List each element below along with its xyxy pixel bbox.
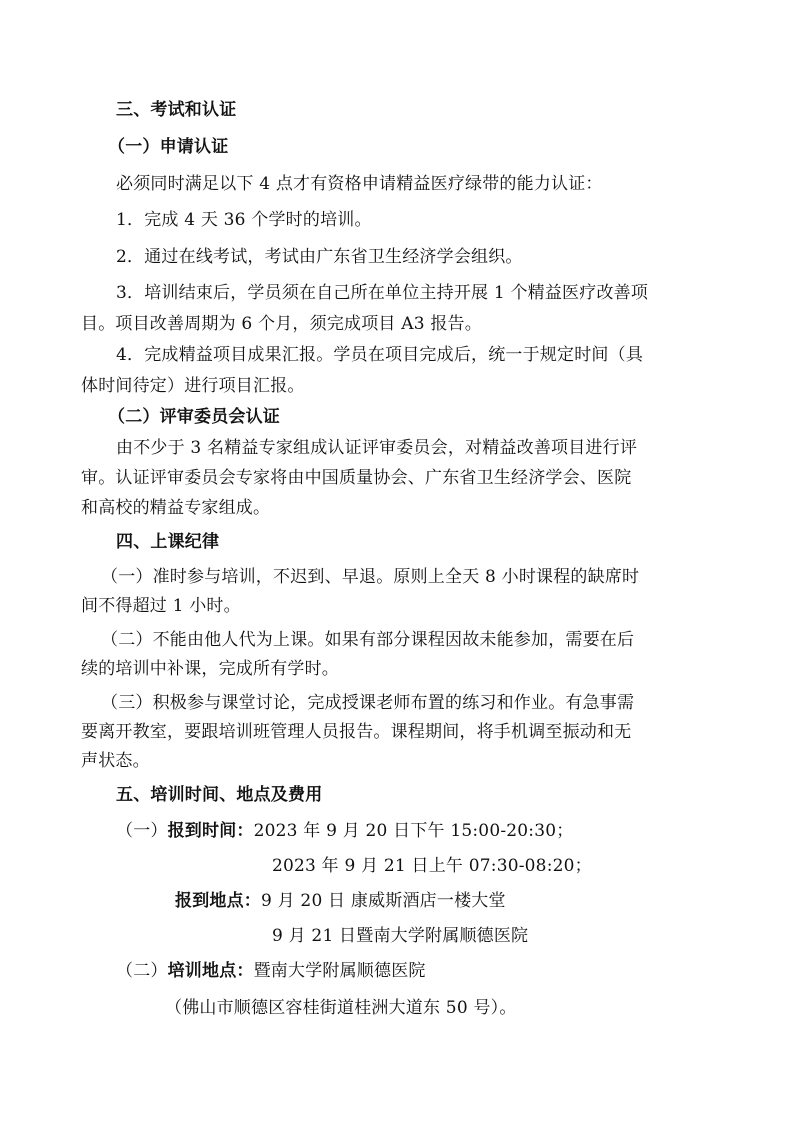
section-3-2-heading: （二）评审委员会认证 bbox=[108, 407, 280, 427]
section-3-2-line-2: 审。认证评审委员会专家将由中国质量协会、广东省卫生经济学会、医院 bbox=[81, 468, 632, 488]
section-4-heading: 四、上课纪律 bbox=[116, 532, 220, 552]
training-place-row bbox=[116, 961, 426, 981]
section-3-2-line-3: 和高校的精益专家组成。 bbox=[81, 498, 271, 518]
section-4-rule-3-line-1: （三）积极参与课堂讨论，完成授课老师布置的练习和作业。有急事需 bbox=[101, 693, 635, 713]
section-4-rule-2-line-1: （二）不能由他人代为上课。如果有部分课程因故未能参加，需要在后 bbox=[101, 630, 635, 650]
section-3-1-intro: 必须同时满足以下 4 点才有资格申请精益医疗绿带的能力认证： bbox=[116, 174, 603, 194]
checkin-place-label: 报到地点： bbox=[175, 891, 261, 911]
section-3-heading: 三、考试和认证 bbox=[116, 100, 237, 120]
item-1-prefix: （一） bbox=[116, 821, 168, 841]
section-3-1-item-3-line-1: 3．培训结束后，学员须在自己所在单位主持开展 1 个精益医疗改善项 bbox=[116, 283, 649, 303]
section-4-rule-3-line-2: 要离开教室，要跟培训班管理人员报告。课程期间，将手机调至振动和无 bbox=[81, 722, 632, 742]
checkin-time-2: 2023 年 9 月 21 日上午 07:30-08:20； bbox=[272, 856, 592, 876]
training-address: （佛山市顺德区容桂街道桂洲大道东 50 号）。 bbox=[165, 998, 517, 1018]
section-4-rule-1-line-2: 间不得超过 1 小时。 bbox=[81, 596, 241, 616]
section-3-2-line-1: 由不少于 3 名精益专家组成认证评审委员会，对精益改善项目进行评 bbox=[116, 438, 638, 458]
checkin-place-1: 9 月 20 日 康威斯酒店一楼大堂 bbox=[261, 891, 506, 911]
section-4-rule-1-line-1: （一）准时参与培训，不迟到、早退。原则上全天 8 小时课程的缺席时 bbox=[101, 567, 640, 587]
section-3-1-item-4-line-1: 4．完成精益项目成果汇报。学员在项目完成后，统一于规定时间（具 bbox=[116, 345, 644, 365]
checkin-place-row bbox=[175, 891, 506, 911]
checkin-place-2: 9 月 21 日暨南大学附属顺德医院 bbox=[272, 926, 529, 946]
section-3-1-item-2: 2．通过在线考试，考试由广东省卫生经济学会组织。 bbox=[116, 247, 523, 267]
section-5-heading: 五、培训时间、地点及费用 bbox=[116, 785, 323, 805]
section-4-rule-2-line-2: 续的培训中补课，完成所有学时。 bbox=[81, 659, 339, 679]
checkin-time-label: 报到时间： bbox=[167, 821, 254, 841]
section-3-1-heading: （一）申请认证 bbox=[108, 137, 229, 157]
section-4-rule-3-line-3: 声状态。 bbox=[81, 751, 150, 771]
checkin-time-row bbox=[116, 821, 573, 841]
training-place-label: 培训地点： bbox=[167, 961, 254, 981]
section-3-1-item-4-line-2: 体时间待定）进行项目汇报。 bbox=[81, 376, 305, 396]
checkin-time-1: 2023 年 9 月 20 日下午 15:00-20:30； bbox=[253, 821, 574, 841]
training-place: 暨南大学附属顺德医院 bbox=[253, 961, 426, 981]
section-3-1-item-3-line-2: 目。项目改善周期为 6 个月，须完成项目 A3 报告。 bbox=[81, 314, 482, 334]
item-2-prefix: （二） bbox=[116, 961, 168, 981]
section-3-1-item-1: 1．完成 4 天 36 个学时的培训。 bbox=[116, 210, 372, 230]
